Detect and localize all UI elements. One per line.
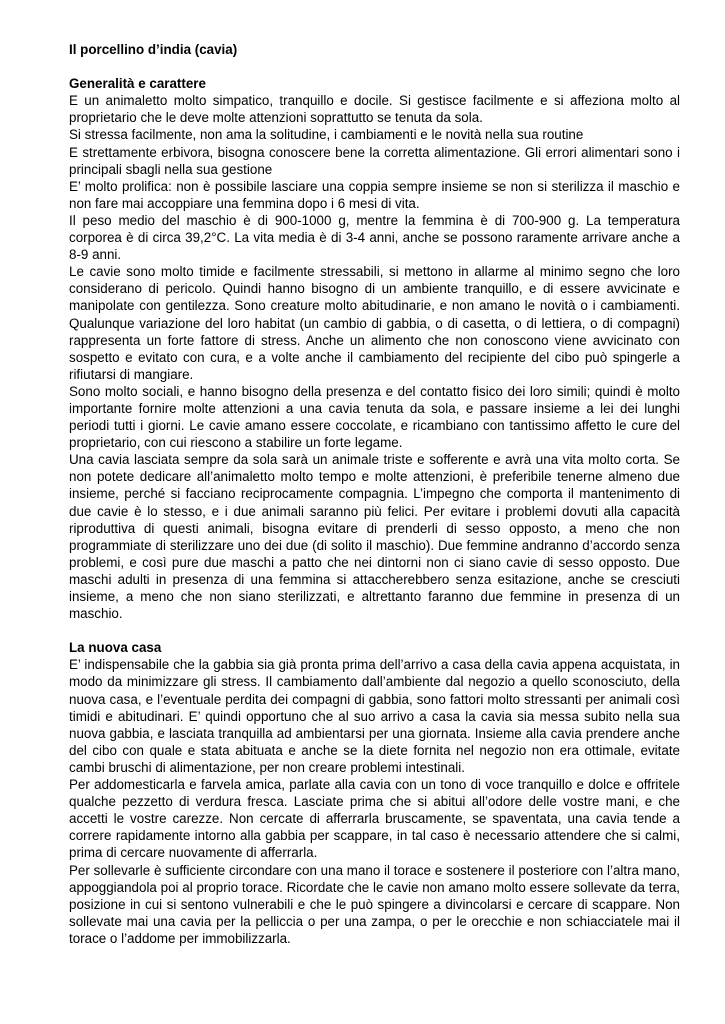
paragraph: Il peso medio del maschio è di 900-1000 g, mentre la femmina è di 700-900 g. La temperatura corporea è di circa 39,2°C. La vita media è di 3-4 anni, anche se possono raramente arrivare anche a 8-9 anni. xyxy=(69,212,680,263)
document-page xyxy=(69,41,680,947)
paragraph: Una cavia lasciata sempre da sola sarà un animale triste e sofferente e avrà una vita molto corta. Se non potete dedicare all’animaletto molto tempo e molte attenzioni, è preferibile tenerne almeno due insieme, perché si facciano reciprocamente compagnia. L’impegno che comporta il mantenimento di due cavie è lo stesso, e i due animali saranno più felici. Per evitare i problemi dovuti alla capacità riproduttiva di questi animali, bisogna evitare di prenderli di sesso opposto, a meno che non programmiate di sterilizzare uno dei due (di solito il maschio). Due femmine andranno d’accordo senza problemi, e così pure due maschi a patto che nei dintorni non ci siano cavie di sesso opposto. Due maschi adulti in presenza di una femmina si attaccherebbero senza esitazione, anche se cresciuti insieme, a meno che non siano sterilizzati, e altrettanto faranno due femmine in presenza di un maschio. xyxy=(69,452,680,622)
paragraph: Per addomesticarla e farvela amica, parlate alla cavia con un tono di voce tranquillo e dolce e offritele qualche pezzetto di verdura fresca. Lasciate prima che si abitui all’odore delle vostre mani, e che accetti le vostre carezze. Non cercate di afferrarla bruscamente, se spaventata, una cavia tende a correre rapidamente intorno alla gabbia per scappare, in tal caso è necessario attendere che si calmi, prima di cercare nuovamente di afferrarla. xyxy=(69,777,680,861)
section-heading-generalita: Generalità e carattere xyxy=(69,76,206,92)
paragraph: E’ indispensabile che la gabbia sia già pronta prima dell’arrivo a casa della cavia appena acquistata, in modo da minimizzare gli stress. Il cambiamento dall’ambiente dal negozio a quello sconosciuto, della nuova casa, e l’eventuale perdita dei compagni di gabbia, sono fattori molto stressanti per animali così timidi e abitudinari. E’ quindi opportuno che al suo arrivo a casa la cavia sia messa subito nella sua nuova gabbia, e lasciata tranquilla ad ambientarsi per una giornata. Insieme alla cavia prendere anche del cibo con quale e stata abituata e anche se la diete fornita nel negozio non era ottimale, evitate cambi bruschi di alimentazione, per non creare problemi intestinali. xyxy=(69,657,680,775)
paragraph: E strettamente erbivora, bisogna conoscere bene la corretta alimentazione. Gli errori alimentari sono i principali sbagli nella sua gestione xyxy=(69,144,680,177)
section-heading-nuova-casa: La nuova casa xyxy=(69,640,162,656)
paragraph: E un animaletto molto simpatico, tranquillo e docile. Si gestisce facilmente e si affeziona molto al proprietario che le deve molte attenzioni soprattutto se tenuta da sola. xyxy=(69,93,680,126)
paragraph: Si stressa facilmente, non ama la solitudine, i cambiamenti e le novità nella sua routine xyxy=(69,127,584,143)
paragraph: Le cavie sono molto timide e facilmente stressabili, si mettono in allarme al minimo segno che loro considerano di pericolo. Quindi hanno bisogno di un ambiente tranquillo, e di essere avvicinate e manipolate con gentilezza. Sono creature molto abitudinarie, e non amano le novità o i cambiamenti. Qualunque variazione del loro habitat (un cambio di gabbia, o di casetta, o di lettiera, o di compagni) rappresenta un forte fattore di stress. Anche un alimento che non conoscono viene avvicinato con sospetto e evitato con cura, e a volte anche il cambiamento del recipiente del cibo può spingerle a rifiutarsi di mangiare. xyxy=(69,264,680,382)
paragraph: Sono molto sociali, e hanno bisogno della presenza e del contatto fisico dei loro simili; quindi è molto importante fornire molte attenzioni a una cavia tenuta da sola, e passare insieme a lei dei lunghi periodi tutti i giorni. Le cavie amano essere coccolate, e ricambiano con tantissimo affetto le cure del proprietario, con cui riescono a stabilire un forte legame. xyxy=(69,383,680,451)
section-generalita xyxy=(69,75,680,622)
document-title: Il porcellino d’india (cavia) xyxy=(69,42,238,57)
paragraph: E’ molto prolifica: non è possibile lasciare una coppia sempre insieme se non si sterilizza il maschio e non fare mai accoppiare una femmina dopo i 6 mesi di vita. xyxy=(69,178,680,211)
section-nuova-casa xyxy=(69,639,680,947)
paragraph: Per sollevarle è sufficiente circondare con una mano il torace e sostenere il posteriore con l’altra mano, appoggiandola poi al proprio torace. Ricordate che le cavie non amano molto essere sollevate da terra, posizione in cui si sentono vulnerabili e che le può spingere a divincolarsi e cercare di scappare. Non sollevate mai una cavia per la pelliccia o per una zampa, o per le orecchie e non schiacciatele mai il torace o l’addome per immobilizzarla. xyxy=(69,862,680,946)
